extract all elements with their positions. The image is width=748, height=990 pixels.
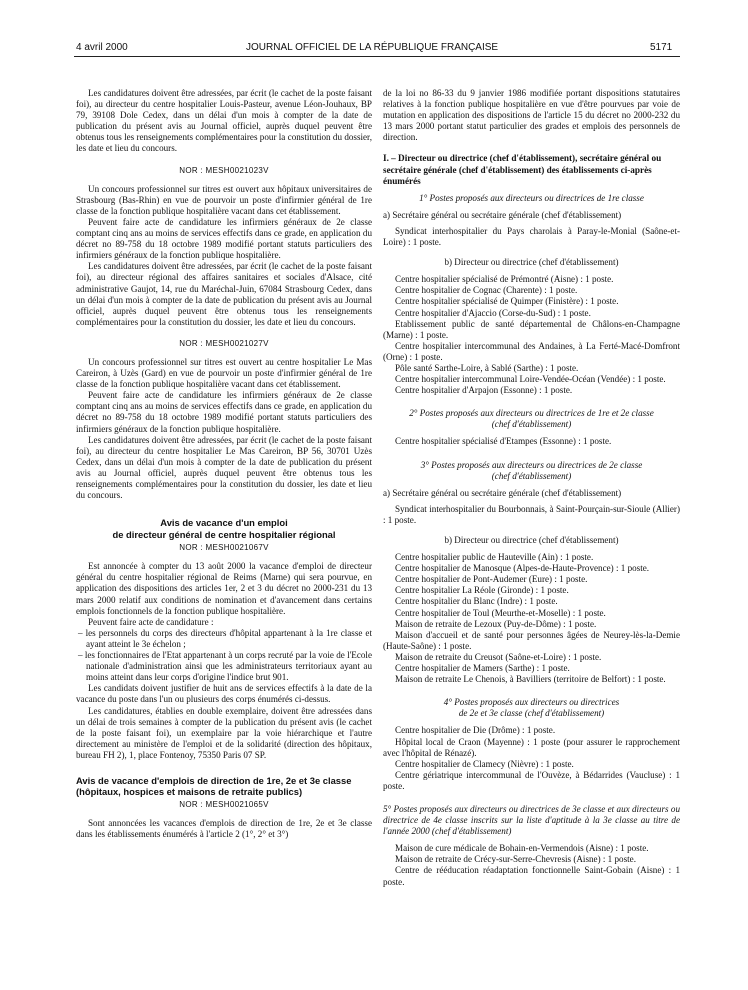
list-item: Syndicat interhospitalier du Pays charolais à Paray-le-Monial (Saône-et-Loire) : 1 poste. — [383, 225, 680, 248]
list-item: Maison de retraite Le Chenois, à Bavilliers (territoire de Belfort) : 1 poste. — [395, 674, 666, 685]
list-item: Centre hospitalier public de Hauteville (Ain) : 1 poste. — [395, 552, 594, 563]
paragraph: Un concours professionnel sur titres est ouvert au centre hospitalier Le Mas Careiron, à Uzès (Gard) en vue de pourvoir un poste d'infirmier général de 1re classe de la fonction publique hospitalière vacant dans cet établissement. — [76, 356, 372, 390]
paragraph: Les candidatures, établies en double exemplaire, doivent être adressées dans un délai de trois semaines à compter de la publication du présent avis (le cachet de la poste faisant foi), un exemplaire par la voie hiérarchique et l'autre directement au ministère de l'emploi et de la solidarité (direction des hôpitaux, bureau FH 2), 1, place Fontenoy, 75350 Paris 07 SP. — [76, 705, 372, 760]
list-item: Maison de cure médicale de Bohain-en-Vermendois (Aisne) : 1 poste. — [395, 843, 649, 854]
nor-reference: NOR : MESH0021027V — [179, 338, 269, 348]
paragraph: Les candidatures doivent être adressées, par écrit (le cachet de la poste faisant foi), au directeur du centre hospitalier Louis-Pasteur, avenue Léon-Jouhaux, BP 79, 39108 Dole Cedex, dans un délai d'un mois à compter de la date de publication du présent avis au Journal officiel, auprès duquel peuvent être obtenus tous les renseignements complémentaires pour la constitution du dossier, les date et lieu du concours. — [76, 88, 372, 154]
paragraph: Peuvent faire acte de candidature les infirmiers généraux de 2e classe comptant cinq ans au moins de services effectifs dans ce grade, en application du décret no 89-758 du 18 octobre 1989 modifié portant statuts particuliers des infirmiers généraux de la fonction publique hospitalière. — [76, 390, 372, 434]
establishment-list — [383, 274, 680, 396]
paragraph: Est annoncée à compter du 13 août 2000 la vacance d'emploi de directeur général du centre hospitalier régional de Reims (Marne) qui sera pourvue, en application des dispositions des articles 1er, 2 et 3 du décret no 2000-231 du 13 mars 2000 relatif aux conditions de nomination et d'avancement dans certains emplois fonctionnels de la fonction publique hospitalière. — [76, 561, 372, 616]
list-item: Centre hospitalier de Clamecy (Nièvre) : 1 poste. — [395, 758, 574, 769]
subsection-heading: 5° Postes proposés aux directeurs ou directrices de 3e classe et aux directeurs ou directrice de 4e classe inscrits sur la liste d'aptitude à la 3e classe au titre de l'année 2000 (chef d'établissement) — [383, 803, 680, 837]
list-item: Centre hospitalier spécialisé de Quimper (Finistère) : 1 poste. — [395, 296, 619, 307]
paragraph: Peuvent faire acte de candidature les infirmiers généraux de 2e classe comptant cinq ans au moins de services effectifs dans ce grade, en application du décret no 89-758 du 18 octobre 1989 modifié portant statuts particuliers des infirmiers généraux de la fonction publique hospitalière. — [76, 216, 372, 261]
list-item: Maison de retraite de Crécy-sur-Serre-Chevresis (Aisne) : 1 poste. — [395, 854, 636, 865]
list-item: Maison de retraite de Lezoux (Puy-de-Dôme) : 1 poste. — [395, 618, 597, 629]
header-rule — [74, 56, 680, 57]
establishment-list — [383, 725, 680, 792]
subsection-heading: 2° Postes proposés aux directeurs ou directrices de 1re et 2e classe — [409, 408, 654, 419]
list-item: Centre hospitalier spécialisé d'Etampes (Essonne) : 1 poste. — [395, 436, 612, 447]
header-page-number: 5171 — [650, 42, 673, 53]
paragraph: Les candidats doivent justifier de huit ans de services effectifs à la date de la vacance du poste dans l'un ou plusieurs des corps énumérés ci-dessus. — [76, 683, 372, 705]
nor-reference: NOR : MESH0021023V — [179, 165, 269, 175]
subsection-heading: 1° Postes proposés aux directeurs ou directrices de 1re classe — [419, 192, 644, 203]
list-item: Centre hospitalier La Réole (Gironde) : 1 poste. — [395, 585, 569, 596]
list-item: Hôpital local de Craon (Mayenne) : 1 poste (pour assurer le rapprochement avec l'hôpital de Rénazé). — [383, 736, 680, 758]
list-item: Centre hospitalier de Die (Drôme) : 1 poste. — [395, 725, 556, 736]
establishment-list — [383, 504, 680, 526]
subsection-label: a) Secrétaire général ou secrétaire générale (chef d'établissement) — [383, 209, 622, 220]
list-item: Centre hospitalier de Cognac (Charente) : 1 poste. — [395, 285, 578, 296]
list-item: Centre de rééducation réadaptation fonctionnelle Saint-Gobain (Aisne) : 1 poste. — [383, 865, 680, 887]
list-item: Centre hospitalier du Blanc (Indre) : 1 poste. — [395, 596, 558, 607]
paragraph: Peuvent faire acte de candidature : — [88, 616, 214, 627]
list-item: Maison de retraite du Creusot (Saône-et-Loire) : 1 poste. — [395, 651, 602, 662]
list-item: Centre hospitalier spécialisé de Prémontré (Aisne) : 1 poste. — [395, 274, 614, 285]
list-item: – les personnels du corps des directeurs d'hôpital appartenant à la 1re classe et ayant atteint le 3e échelon ; — [78, 627, 372, 649]
list-item: Etablissement public de santé départemental de Châlons-en-Champagne (Marne) : 1 poste. — [383, 318, 680, 340]
establishment-list — [383, 226, 680, 248]
paragraph: Un concours professionnel sur titres est ouvert aux hôpitaux universitaires de Strasbourg (Bas-Rhin) en vue de pourvoir un poste d'infirmier général de 1re classe de la fonction publique hospitalière vacant dans cet établissement. — [76, 183, 372, 216]
subsection-label: b) Directeur ou directrice (chef d'établissement) — [444, 257, 619, 268]
establishment-list — [383, 843, 680, 887]
section-heading: Avis de vacance d'emplois de direction de 1re, 2e et 3e classe (hôpitaux, hospices et maisons de retraite publics) — [76, 774, 352, 797]
list-item: – les fonctionnaires de l'Etat appartenant à un corps recruté par la voie de l'Ecole nationale d'administration ainsi que les administrateurs territoriaux ayant au moins atteint dans leur corps d'origine l'indice brut 901. — [78, 650, 372, 683]
nor-reference: NOR : MESH0021067V — [179, 543, 269, 553]
paragraph: Les candidatures doivent être adressées, par écrit (le cachet de la poste faisant foi), au directeur du centre hospitalier Le Mas Careiron, BP 56, 30701 Uzès Cedex, dans un délai d'un mois à compter de la date de publication du présent avis au Journal officiel, auprès duquel peuvent être obtenus tous les renseignements complémentaires pour la constitution du dossier, les date et lieu du concours. — [76, 434, 372, 501]
subsection-heading: (chef d'établissement) — [491, 470, 572, 481]
subsection-heading: (chef d'établissement) — [491, 419, 572, 430]
right-column — [383, 88, 680, 888]
subsection-heading: 4° Postes proposés aux directeurs ou directrices — [443, 697, 620, 708]
paragraph: de la loi no 86-33 du 9 janvier 1986 modifiée portant dispositions statutaires relatives à la fonction publique hospitalière en vue d'être pourvues par voie de mutation en application des dispositions de l'article 15 du décret no 2000-232 du 13 mars 2000 portant statut particulier des grades et emplois des personnels de direction. — [383, 88, 680, 143]
header-date: 4 avril 2000 — [76, 42, 128, 53]
section-heading: de directeur général de centre hospitalier régional — [112, 529, 336, 541]
establishment-list — [383, 552, 680, 685]
paragraph: Les candidatures doivent être adressées, par écrit (le cachet de la poste faisant foi), au directeur régional des affaires sanitaires et sociales d'Alsace, cité administrative Gaujot, 14, rue du Maréchal-Juin, 67084 Strasbourg Cedex, dans un délai d'un mois à compter de la date de publication du présent avis au Journal officiel, auprès duquel peuvent être obtenus tous les renseignements complémentaires pour la constitution du dossier, les date et lieu du concours. — [76, 261, 372, 327]
list-item: Centre hospitalier d'Ajaccio (Corse-du-Sud) : 1 poste. — [395, 307, 591, 318]
list-item: Centre hospitalier d'Arpajon (Essonne) : 1 poste. — [395, 385, 573, 396]
paragraph: Sont annoncées les vacances d'emplois de direction de 1re, 2e et 3e classe dans les établissements énumérés à l'article 2 (1°, 2° et 3°) — [76, 818, 372, 840]
list-item: Maison d'accueil et de santé pour personnes âgées de Neurey-lès-la-Demie (Haute-Saône) : 1 poste. — [383, 629, 680, 651]
establishment-list — [383, 436, 680, 447]
subsection-heading: de 2e et 3e classe (chef d'établissement) — [458, 708, 605, 719]
subsection-label: a) Secrétaire général ou secrétaire générale (chef d'établissement) — [383, 487, 622, 498]
list-item: Centre hospitalier de Pont-Audemer (Eure) : 1 poste. — [395, 574, 588, 585]
list-item: Centre gériatrique intercommunal de l'Ouvèze, à Bédarrides (Vaucluse) : 1 poste. — [383, 769, 680, 791]
section-heading: Avis de vacance d'un emploi — [160, 517, 288, 529]
list-item: Centre hospitalier de Toul (Meurthe-et-Moselle) : 1 poste. — [395, 607, 606, 618]
list-item: Centre hospitalier intercommunal Loire-Vendée-Océan (Vendée) : 1 poste. — [395, 374, 666, 385]
subsection-label: b) Directeur ou directrice (chef d'établissement) — [444, 535, 619, 545]
list-item: Centre hospitalier de Manosque (Alpes-de-Haute-Provence) : 1 poste. — [395, 563, 650, 574]
list-item: Syndicat interhospitalier du Bourbonnais, à Saint-Pourçain-sur-Sioule (Allier) : 1 poste. — [383, 503, 680, 525]
left-column — [76, 88, 372, 840]
header-journal-title: JOURNAL OFFICIEL DE LA RÉPUBLIQUE FRANÇAISE — [246, 42, 499, 53]
nor-reference: NOR : MESH0021065V — [179, 799, 269, 809]
subsection-heading: 3° Postes proposés aux directeurs ou directrices de 2e classe — [420, 459, 643, 470]
list-item: Centre hospitalier de Mamers (Sarthe) : 1 poste. — [395, 663, 570, 674]
list-item: Pôle santé Sarthe-Loire, à Sablé (Sarthe) : 1 poste. — [395, 362, 579, 373]
list-item: Centre hospitalier intercommunal des Andaines, à La Ferté-Macé-Domfront (Orne) : 1 poste. — [383, 340, 680, 362]
section-heading: I. – Directeur ou directrice (chef d'établissement), secrétaire général ou secrétaire générale (chef d'établissement) des établissements ci-après énumérés — [383, 153, 662, 186]
